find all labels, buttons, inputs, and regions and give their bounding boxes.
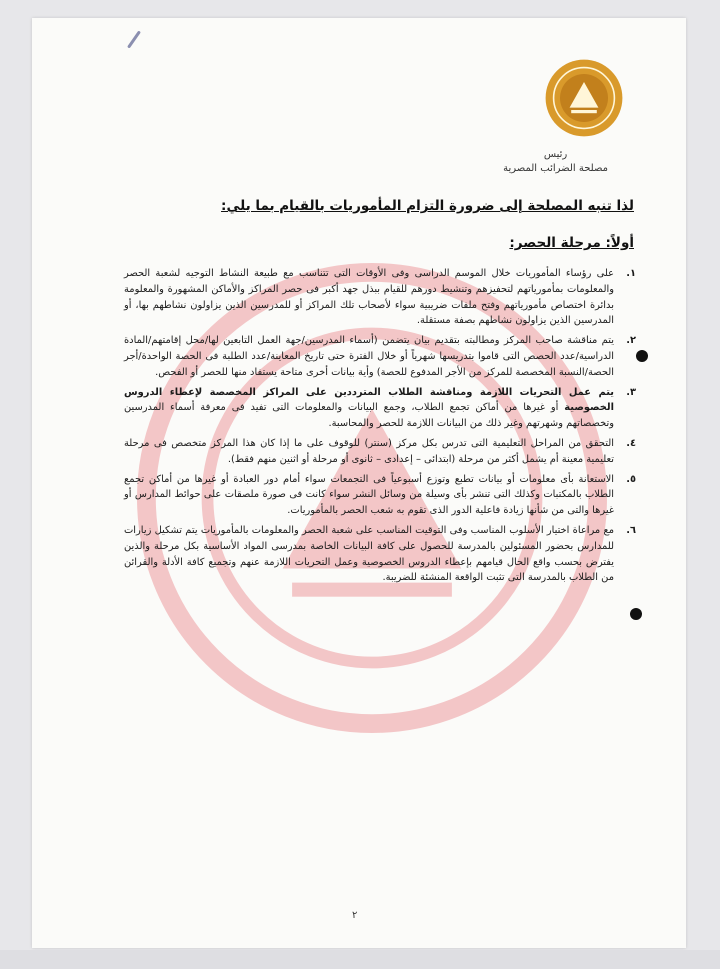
bullet-mark-1 <box>636 350 648 362</box>
item-text: الاستعانة بأى معلومات أو بيانات تطبع وتوزع أسبوعياً فى التجمعات سواء أمام دور العبادة أو غيرها من أماكن تجمع الطلاب بالمكتبات وكذلك التى تنشر بأى وسيلة من وسائل النشر سواء كانت فى صورة ملصقات على حوائط المدارس أو غيرها والتى من شأنها زيادة فاعلية الدور الذى تقوم به شعب الحصر بالمأموريات. <box>124 473 614 517</box>
list-item <box>124 333 636 380</box>
item-number: ٤. <box>626 437 636 449</box>
signature-block <box>503 148 608 176</box>
item-text: يتم مناقشة صاحب المركز ومطالبته بتقديم بيان يتضمن (أسماء المدرسين/جهة العمل التابعين لها/محل إقامتهم/المادة الدراسية/عدد الحصص التى قاموا بتدريسها شهرياً أو خلال الفترة حتى تاريخ المعاينة/عدد الطلبة فى الحصة الواحدة/أجر الحصة/النسبة المخصصة للمركز من الأجر المدفوع للحصة) وأية بيانات أخرى متاحة يستفاد منها للحصر أو الفحص. <box>124 335 614 378</box>
bullet-mark-2 <box>630 608 642 620</box>
document-body <box>124 266 636 590</box>
list-item <box>124 472 636 519</box>
item-text: على رؤساء المأموريات خلال الموسم الدراسى وفى الأوقات التى تتناسب مع طبيعة النشاط التوجيه لشعبة الحصر والمعلومات بمأمورياتهم لتحفيزهم وتنشيط دورهم للقيام ببذل جهد أكبر فى حصر المراكز والأماكن المشهورة والمعلومة بدائرة اختصاص مأمورياتهم وفتح ملفات ضريبية سواء لأصحاب تلك المراكز أو للمدرسين الذين يزاولون نشاطهم بها، أو المدرسين الذين يزاولون نشاطهم بصفة مستقلة. <box>124 268 614 327</box>
item-text: التحقق من المراحل التعليمية التى تدرس بكل مركز (سنتر) للوقوف على ما إذا كان هذا المركز متخصص فى مرحلة تعليمية معينة أم يشمل أكثر من مرحلة (ابتدائى – إعدادى – ثانوى أو مرحلة أو اثنين منهم فقط). <box>124 437 614 465</box>
document-page <box>32 18 686 948</box>
list-item <box>124 523 636 586</box>
item-number: ٣. <box>626 386 636 398</box>
list-item <box>124 385 636 432</box>
item-number: ٥. <box>626 473 636 485</box>
signature-title: رئيس <box>543 149 568 160</box>
authority-seal-logo <box>544 58 624 138</box>
item-number: ٢. <box>626 335 636 347</box>
pen-mark <box>127 30 141 48</box>
list-item <box>124 266 636 329</box>
item-number: ١. <box>626 268 636 279</box>
item-text: مع مراعاة اختيار الأسلوب المناسب وفى التوقيت المناسب على شعبة الحصر والمعلومات بالمأموريات يتم تشكيل زيارات للمدارس بحضور المسئولين بالمدرسة للحصول على كافة البيانات الخاصة بمدرسى المواد الأساسية بكل مرحلة والذين يفترض بحسب واقع الحال قيامهم بإعطاء الدروس الخصوصية وعمل التحريات اللازمة عنهم وتجميع كافة الأدلة والقرائن من الطلاب بالمدرسة التى تثبت الواقعة المنشئة للضريبة. <box>124 524 614 584</box>
section-title: أولاً: مرحلة الحصر: <box>509 235 634 251</box>
signature-org: مصلحة الضرائب المصرية <box>503 163 608 174</box>
item-text: أو غيرها من أماكن تجمع الطلاب، وجمع البيانات والمعلومات التى تفيد فى معرفة أسماء المدرسين وتخصصاتهم وشهرتهم وغير ذلك من البيانات اللازمة للحصر والمحاسبة. <box>124 402 614 430</box>
list-item <box>124 436 636 468</box>
main-heading: لذا تنبه المصلحة إلى ضرورة التزام المأموريات بالقيام بما يلي: <box>221 198 634 214</box>
item-lead-text: يتم عمل التحريات اللازمة ومناقشة الطلاب المترددين على المراكز المخصصة لإعطاء الدروس الخصوصية <box>124 386 614 414</box>
page-number: ٢ <box>352 910 358 921</box>
item-number: ٦. <box>626 524 636 536</box>
screen-bottom-edge <box>0 950 720 969</box>
